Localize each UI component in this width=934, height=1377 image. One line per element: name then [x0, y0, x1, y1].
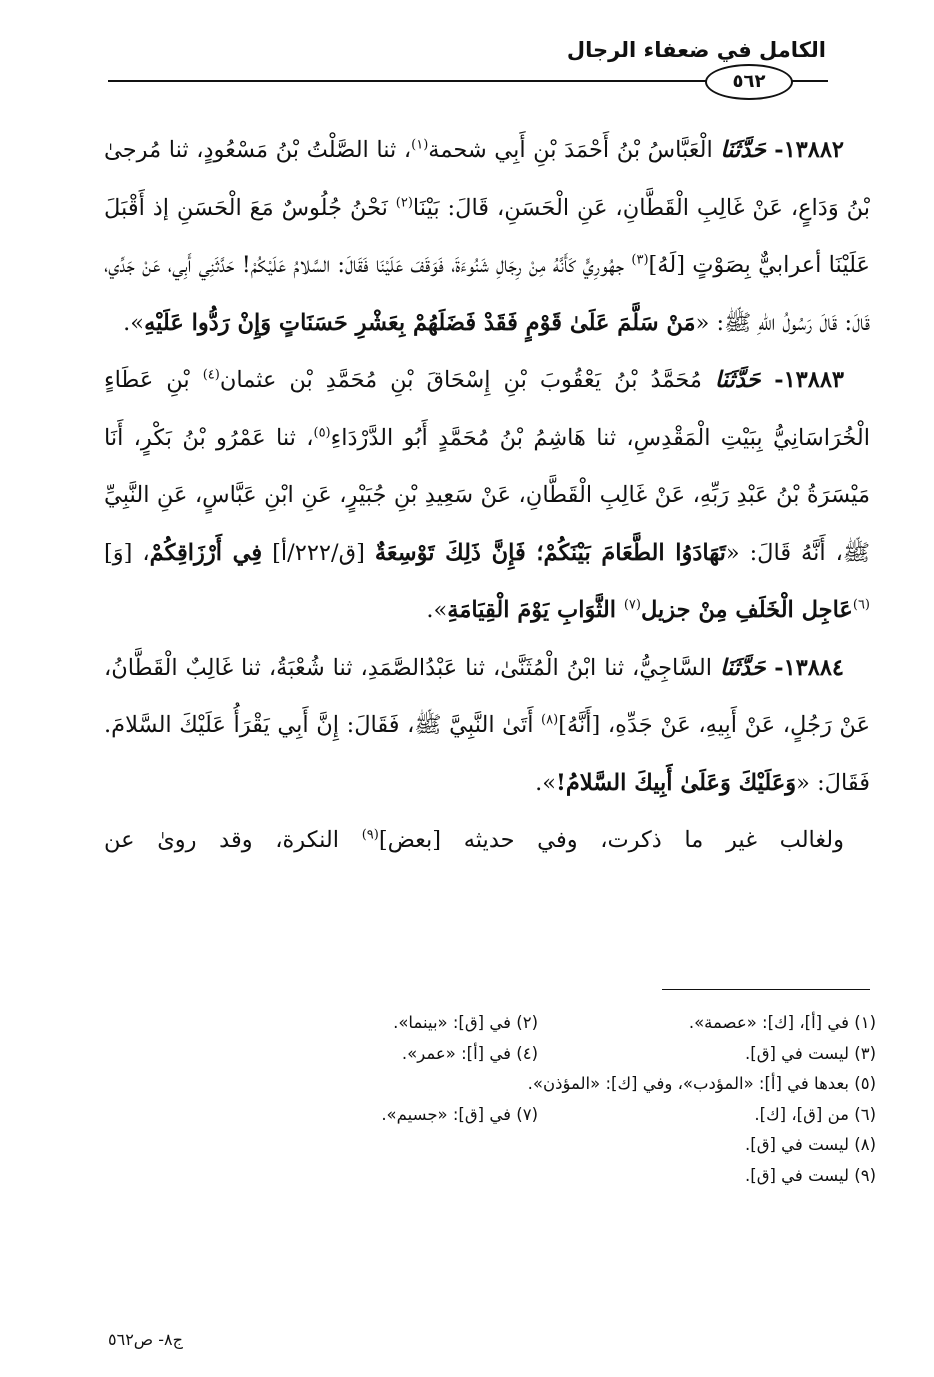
text-span: ».	[426, 597, 448, 623]
paragraph-13883	[104, 352, 870, 640]
text-span: مُحَمَّدُ بْنُ يَعْقُوبَ بْنِ إِسْحَاقَ بْنِ مُحَمَّدِ بْن عثمان	[219, 367, 715, 393]
footnote-9: (٩) ليست في [ق].	[745, 1165, 876, 1185]
page-number-badge: ٥٦٢	[705, 64, 793, 100]
hadith-text: عَاجِل الْخَلَفِ مِنْ جزيل	[640, 597, 853, 623]
hadith-text: الثَّوَابِ يَوْمَ الْقِيَامَةِ	[447, 597, 624, 623]
footnote-3: (٣) ليست في [ق].	[745, 1043, 876, 1063]
text-span: السَّاجِيُّ، ثنا ابْنُ الْمُثَنَّىٰ، ثنا عَبْدُالصَّمَدِ، ثنا شُعْبَةُ، ثنا غَالِبٌ الْقَطَّانُ، عَنْ رَجُلٍ، عَنْ أَبِيهِ، عَنْ جَدِّهِ، [أَنَّهُ]	[104, 654, 870, 738]
text-span: أَتَىٰ النَّبِيَّ ﷺ، فَقَالَ: إِنَّ أَبِي يَقْرَأُ عَلَيْكَ السَّلامَ. فَقَالَ: «	[104, 712, 870, 796]
main-text	[104, 122, 870, 870]
footnote-marker: (٣)	[631, 252, 649, 268]
footnotes	[104, 1008, 876, 1191]
footnote-marker: (٤)	[202, 367, 220, 383]
footnote-row	[104, 1039, 876, 1070]
footnote-marker: (٨)	[541, 712, 559, 728]
narration-keyword: حَدَّثَنَا	[719, 654, 766, 681]
footnote-marker: (٦)	[852, 597, 870, 613]
narration-keyword: حَدَّثَنَا	[720, 137, 766, 163]
paragraph-commentary	[104, 812, 870, 870]
footnote-row	[104, 1069, 876, 1100]
hadith-number: ١٣٨٨٢-	[765, 137, 844, 163]
footnote-7: (٧) في [ق]: «جسيم».	[381, 1104, 538, 1124]
running-header-title: الكامل في ضعفاء الرجال	[566, 38, 826, 62]
text-span: بْنِ عَطَاءٍ الْخُرَاسَانِيُّ بِبَيْتِ الْمَقْدِسِ، ثنا هَاشِمُ بْنُ مُحَمَّدٍ أَبُو الدَّرْدَاءِ	[104, 367, 870, 451]
footnote-1: (١) في [أ]، [ك]: «عصمة».	[688, 1013, 876, 1032]
paragraph-13882	[104, 122, 870, 352]
hadith-text: تَهَادَوُا الطَّعَامَ بَيْنَكُمْ؛ فَإِنَّ ذَلِكَ تَوْسِعَةٌ	[374, 539, 726, 566]
hadith-text: وَعَلَيْكَ وَعَلَىٰ أَبِيكَ السَّلامُ!	[555, 769, 797, 796]
hadith-number: ١٣٨٨٤-	[765, 654, 844, 681]
text-span: الْعَبَّاسُ بْنُ أَحْمَدَ بْنِ أَبِي شحمة	[428, 137, 721, 163]
footnote-marker: (٩)	[361, 827, 379, 843]
narration-keyword: حَدَّثَنَا	[714, 367, 761, 393]
text-span: جهُورِيٍّ كَأَنَّهُ مِنْ رِجَالِ شَنُوءَةَ، فَوَقَفَ عَلَيْنَا فَقَالَ: السَّلامُ عَلَيْكُمْ! حَدَّثَنِي أَبِي، عَنْ جَدِّي، قَالَ: قَالَ رَسُولُ اللهِ ﷺ: «	[104, 252, 870, 336]
text-span: ».	[535, 769, 556, 796]
text-span: ، [وَ]	[104, 539, 150, 566]
text-span: ، ثنا الصَّلْتُ بْنُ مَسْعُودٍ، ثنا مُرجىٰ بْنُ وَدَاعٍ، عَنْ غَالِبِ الْقَطَّانِ، عَنِ الْحَسَنِ، قَالَ: بَيْنَا	[104, 137, 870, 221]
footnote-marker: (٢)	[395, 195, 413, 210]
text-span: نَحْنُ جُلُوسٌ مَعَ الْحَسَنِ إذ أَقْبَلَ عَلَيْنَا أعرابيٌّ بِصَوْتٍ [لَهُ]	[104, 194, 870, 278]
footnote-row	[104, 1008, 876, 1039]
hadith-text: مَنْ سَلَّمَ عَلَىٰ قَوْمٍ فَقَدْ فَضَلَهُمْ بِعَشْرِ حَسَنَاتٍ وَإِنْ رَدُّوا عَلَيْهِ	[144, 309, 696, 336]
footnote-rule	[662, 989, 870, 990]
hadith-number: ١٣٨٨٣-	[760, 367, 845, 393]
footnote-5: (٥) بعدها في [أ]: «المؤدب»، وفي [ك]: «المؤذن».	[527, 1074, 876, 1093]
footnote-6: (٦) من [ق]، [ك].	[754, 1104, 876, 1124]
footnote-marker: (٥)	[313, 425, 331, 440]
footnote-4: (٤) في [أ]: «عمر».	[401, 1043, 538, 1063]
footnote-row	[104, 1100, 876, 1131]
footnote-row	[104, 1161, 876, 1192]
footnote-row	[104, 1130, 876, 1161]
footnote-marker: (٧)	[623, 597, 641, 613]
text-span: النكرة، وقد روىٰ عن	[104, 827, 362, 853]
footnote-marker: (١)	[411, 137, 429, 153]
volume-page-reference: ج٨- ص٥٦٢	[108, 1330, 183, 1349]
manuscript-ref: [ق/٢٢٢/أ]	[262, 539, 375, 566]
footnote-2: (٢) في [ق]: «بينما».	[393, 1013, 538, 1032]
hadith-text: فِي أَرْزَاقِكُمْ	[149, 539, 263, 566]
text-span: ولغالب غير ما ذكرت، وفي حديثه [بعض]	[378, 827, 844, 853]
text-span: ».	[123, 309, 145, 336]
text-span: ، ثنا عَمْرُو بْنُ بَكْرٍ، أَنَا مَيْسَرَةُ بْنُ عَبْدِ رَبِّهِ، عَنْ غَالِبِ الْقَطَّانِ، عَنْ سَعِيدِ بْنِ جُبَيْرٍ، عَنِ ابْنِ عَبَّاسٍ، عَنِ النَّبِيِّ ﷺ، أَنَّهُ قَالَ: «	[104, 424, 871, 566]
paragraph-13884	[104, 640, 870, 813]
footnote-8: (٨) ليست في [ق].	[745, 1135, 876, 1154]
